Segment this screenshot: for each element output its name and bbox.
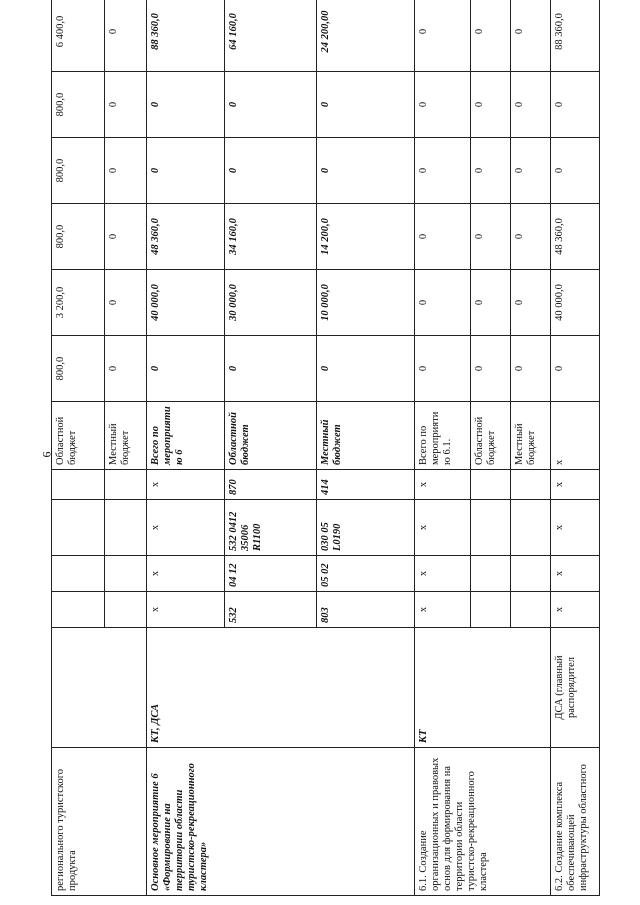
year2-cell: 0 <box>471 270 511 336</box>
rzpr-cell: 04 12 <box>225 556 317 592</box>
csr-cell: 030 05 L0190 <box>317 500 415 556</box>
year1-cell: 0 <box>511 336 551 402</box>
source-cell: Всего по мероприятию 6.1. <box>415 402 471 470</box>
year5-cell: 0 <box>147 72 225 138</box>
year2-cell: 40 000,0 <box>147 270 225 336</box>
year5-cell: 0 <box>551 72 600 138</box>
year2-cell: 0 <box>511 270 551 336</box>
csr-cell: 532 0412 35006 R1100 <box>225 500 317 556</box>
year1-cell: 0 <box>225 336 317 402</box>
source-cell: Местный бюджет <box>317 402 415 470</box>
year2-cell: 3 200,0 <box>52 270 105 336</box>
year2-cell: 40 000,0 <box>551 270 600 336</box>
rzpr-cell: х <box>147 556 225 592</box>
grbs-cell: х <box>415 592 471 628</box>
year5-cell: 0 <box>105 72 147 138</box>
source-cell: Местный бюджет <box>105 402 147 470</box>
year5-cell: 0 <box>415 72 471 138</box>
grbs-cell: х <box>551 592 600 628</box>
year3-cell: 34 160,0 <box>225 204 317 270</box>
table-row <box>52 0 105 896</box>
total-cell: 6 400,0 <box>52 0 105 72</box>
year1-cell: 0 <box>471 336 511 402</box>
table-row <box>147 0 225 896</box>
year4-cell: 0 <box>471 138 511 204</box>
year5-cell: 0 <box>225 72 317 138</box>
grbs-cell: 803 <box>317 592 415 628</box>
year2-cell: 10 000,0 <box>317 270 415 336</box>
year3-cell: 800,0 <box>52 204 105 270</box>
total-cell: 88 360,0 <box>147 0 225 72</box>
year1-cell: 0 <box>317 336 415 402</box>
executor-cell: КТ <box>415 628 551 748</box>
executor-cell: КТ, ДСА <box>147 628 415 748</box>
vr-cell <box>471 470 511 500</box>
csr-cell: х <box>551 500 600 556</box>
table-row <box>551 0 600 896</box>
source-cell: Областной бюджет <box>52 402 105 470</box>
grbs-cell <box>471 592 511 628</box>
year3-cell: 0 <box>511 204 551 270</box>
vr-cell <box>511 470 551 500</box>
year5-cell: 0 <box>511 72 551 138</box>
grbs-cell: х <box>147 592 225 628</box>
year2-cell: 30 000,0 <box>225 270 317 336</box>
total-cell: 64 160,0 <box>225 0 317 72</box>
vr-cell: х <box>415 470 471 500</box>
rzpr-cell: 05 02 <box>317 556 415 592</box>
grbs-cell <box>511 592 551 628</box>
vr-cell: 870 <box>225 470 317 500</box>
total-cell: 24 200,00 <box>317 0 415 72</box>
csr-cell <box>52 500 105 556</box>
source-cell: Областной бюджет <box>225 402 317 470</box>
csr-cell <box>105 500 147 556</box>
year5-cell: 0 <box>317 72 415 138</box>
vr-cell: 414 <box>317 470 415 500</box>
total-cell: 0 <box>471 0 511 72</box>
year4-cell: 0 <box>551 138 600 204</box>
rzpr-cell <box>511 556 551 592</box>
year3-cell: 14 200,0 <box>317 204 415 270</box>
year3-cell: 48 360,0 <box>551 204 600 270</box>
event-name-cell: регионального туристского продукта <box>52 748 147 896</box>
year1-cell: 0 <box>105 336 147 402</box>
vr-cell <box>105 470 147 500</box>
year1-cell: 0 <box>147 336 225 402</box>
source-cell: Местный бюджет <box>511 402 551 470</box>
rzpr-cell: х <box>415 556 471 592</box>
year3-cell: 0 <box>105 204 147 270</box>
year4-cell: 0 <box>105 138 147 204</box>
event-name-cell: 6.2. Создание комплекса обеспечивающей инфраструктуры областного <box>551 748 600 896</box>
csr-cell <box>511 500 551 556</box>
event-name-cell: Основное мероприятие 6 «Формирование на территории области туристско-рекреационного кластера» <box>147 748 415 896</box>
year2-cell: 0 <box>415 270 471 336</box>
year4-cell: 800,0 <box>52 138 105 204</box>
rzpr-cell: х <box>551 556 600 592</box>
executor-cell <box>52 628 147 748</box>
total-cell: 0 <box>105 0 147 72</box>
year3-cell: 48 360,0 <box>147 204 225 270</box>
page-number: 6 <box>39 451 54 458</box>
year4-cell: 0 <box>317 138 415 204</box>
year1-cell: 0 <box>415 336 471 402</box>
year2-cell: 0 <box>105 270 147 336</box>
source-cell: х <box>551 402 600 470</box>
rotated-table-wrapper <box>51 12 599 896</box>
grbs-cell <box>105 592 147 628</box>
year1-cell: 0 <box>551 336 600 402</box>
year4-cell: 0 <box>415 138 471 204</box>
total-cell: 88 360,0 <box>551 0 600 72</box>
year4-cell: 0 <box>511 138 551 204</box>
vr-cell: х <box>551 470 600 500</box>
year5-cell: 800,0 <box>52 72 105 138</box>
total-cell: 0 <box>415 0 471 72</box>
csr-cell <box>471 500 511 556</box>
source-cell: Областной бюджет <box>471 402 511 470</box>
vr-cell: х <box>147 470 225 500</box>
executor-cell: ДСА (главный распорядител <box>551 628 600 748</box>
rzpr-cell <box>52 556 105 592</box>
year4-cell: 0 <box>225 138 317 204</box>
csr-cell: х <box>147 500 225 556</box>
vr-cell <box>52 470 105 500</box>
year3-cell: 0 <box>415 204 471 270</box>
grbs-cell <box>52 592 105 628</box>
source-cell: Всего по мероприятию 6 <box>147 402 225 470</box>
budget-table <box>51 0 600 896</box>
event-name-cell: 6.1. Создание организационных и правовых основ для формирования на территории области туристско-рекреационного кластера <box>415 748 551 896</box>
table-row <box>415 0 471 896</box>
grbs-cell: 532 <box>225 592 317 628</box>
year1-cell: 800,0 <box>52 336 105 402</box>
year4-cell: 0 <box>147 138 225 204</box>
year5-cell: 0 <box>471 72 511 138</box>
year3-cell: 0 <box>471 204 511 270</box>
csr-cell: х <box>415 500 471 556</box>
rzpr-cell <box>105 556 147 592</box>
rzpr-cell <box>471 556 511 592</box>
total-cell: 0 <box>511 0 551 72</box>
